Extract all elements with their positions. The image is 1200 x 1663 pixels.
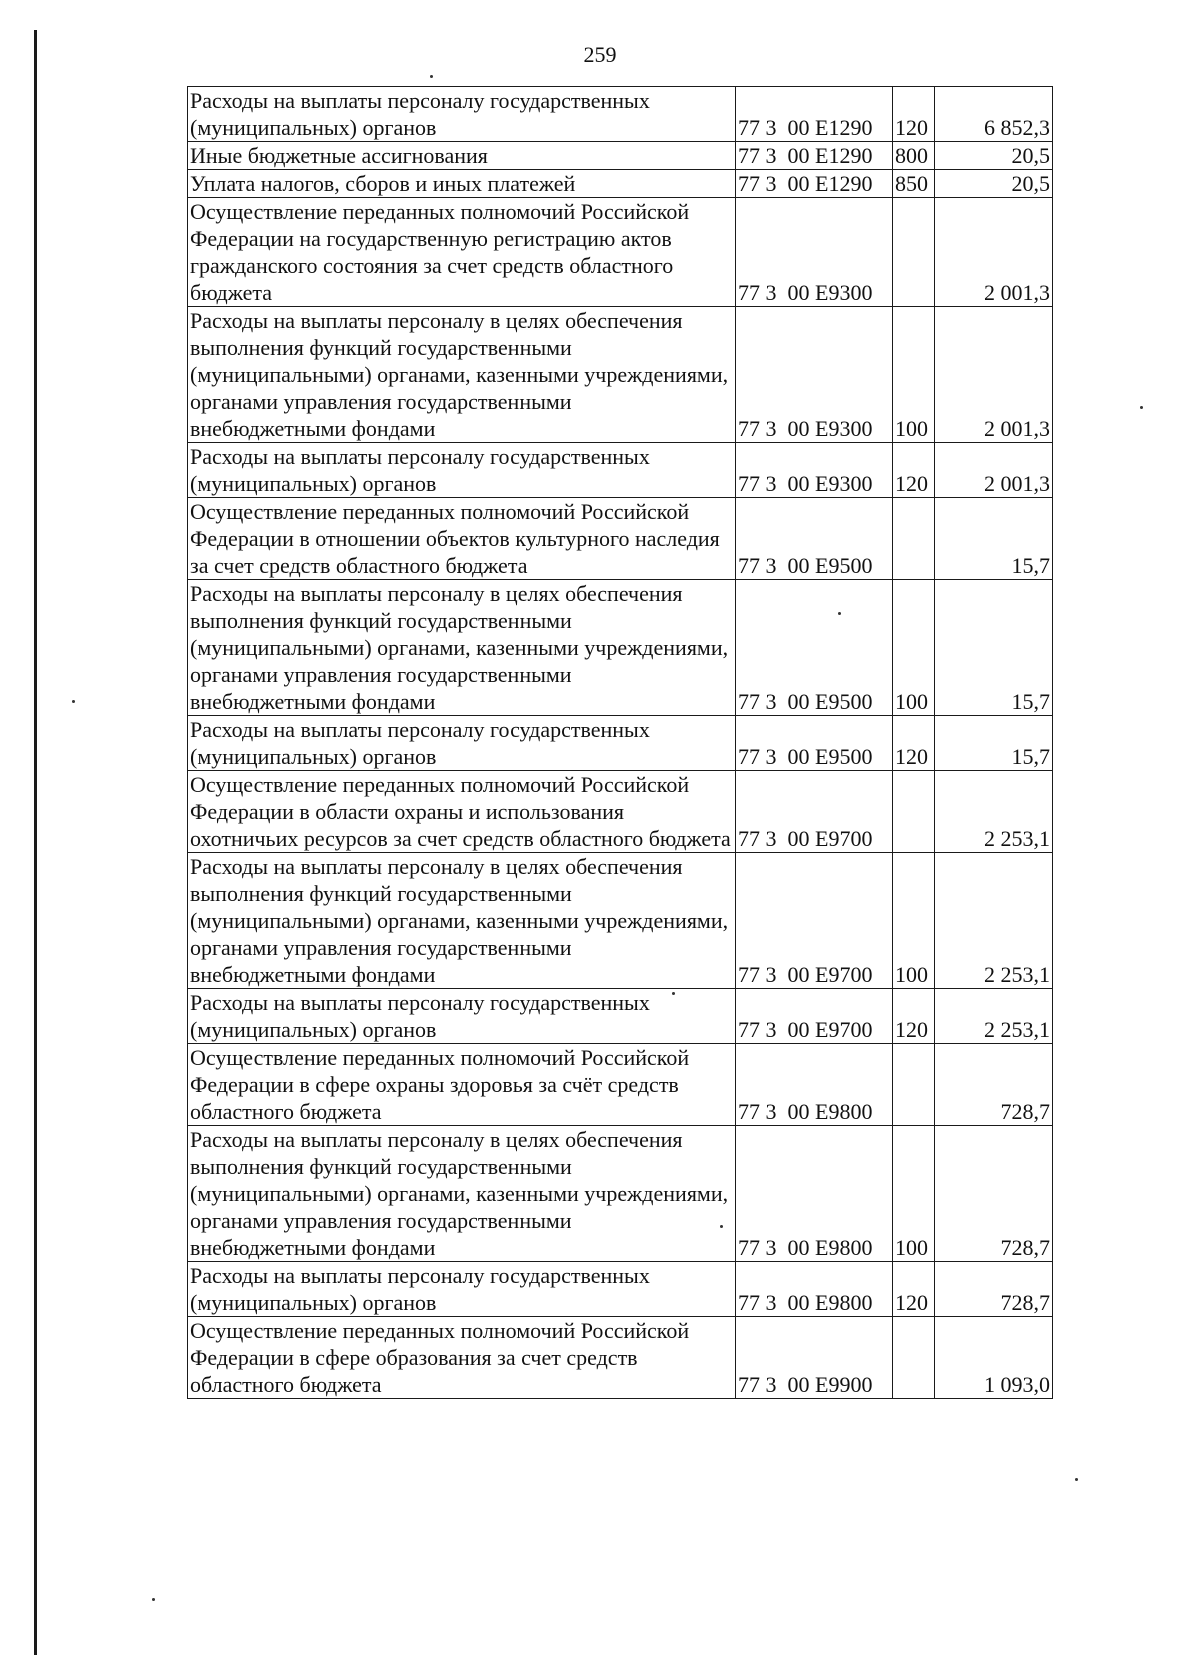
scan-speck <box>430 75 433 78</box>
row-name-cell: Осуществление переданных полномочий Российской Федерации в области охраны и использования охотничьих ресурсов за счет средств областного бюджета <box>188 771 736 853</box>
row-code-cell <box>736 1126 893 1262</box>
scan-speck <box>1140 406 1143 409</box>
row-amount-cell: 728,7 <box>935 1262 1053 1317</box>
row-code: 77 3 00 Е9300 <box>738 471 873 496</box>
row-code-cell <box>736 989 893 1044</box>
table-row <box>188 170 1053 198</box>
row-type-cell: 800 <box>893 142 935 170</box>
row-code: 77 3 00 Е9700 <box>738 826 873 851</box>
row-type-cell <box>893 771 935 853</box>
scan-speck <box>152 1598 155 1601</box>
row-type-cell: 100 <box>893 1126 935 1262</box>
page-number: 259 <box>583 42 617 67</box>
row-code-cell <box>736 771 893 853</box>
table-row <box>188 142 1053 170</box>
row-name-cell: Осуществление переданных полномочий Российской Федерации в сфере охраны здоровья за счёт средств областного бюджета <box>188 1044 736 1126</box>
table-row <box>188 443 1053 498</box>
row-code: 77 3 00 Е1290 <box>738 115 873 140</box>
budget-table-body <box>188 87 1053 1399</box>
row-amount-cell: 2 001,3 <box>935 307 1053 443</box>
row-name-cell: Расходы на выплаты персоналу в целях обеспечения выполнения функций государственными (муниципальными) органами, казенными учреждениями, органами управления государственными внебюджетными фондами <box>188 580 736 716</box>
row-code: 77 3 00 Е9800 <box>738 1290 873 1315</box>
row-code-cell <box>736 443 893 498</box>
row-name-cell: Расходы на выплаты персоналу государственных (муниципальных) органов <box>188 87 736 142</box>
row-type-cell: 120 <box>893 1262 935 1317</box>
table-row <box>188 307 1053 443</box>
table-row <box>188 198 1053 307</box>
row-amount-cell: 15,7 <box>935 498 1053 580</box>
row-name-cell: Осуществление переданных полномочий Российской Федерации в отношении объектов культурного наследия за счет средств областного бюджета <box>188 498 736 580</box>
row-amount-cell: 1 093,0 <box>935 1317 1053 1399</box>
row-type-cell <box>893 198 935 307</box>
row-code-cell <box>736 580 893 716</box>
budget-table <box>187 86 1053 1399</box>
row-amount-cell: 2 001,3 <box>935 198 1053 307</box>
row-amount-cell: 15,7 <box>935 716 1053 771</box>
row-name-cell: Осуществление переданных полномочий Российской Федерации в сфере образования за счет средств областного бюджета <box>188 1317 736 1399</box>
table-row <box>188 498 1053 580</box>
row-amount-cell: 2 253,1 <box>935 989 1053 1044</box>
row-code-cell <box>736 307 893 443</box>
row-code: 77 3 00 Е9300 <box>738 416 873 441</box>
row-code: 77 3 00 Е9900 <box>738 1372 873 1397</box>
row-type-cell: 120 <box>893 989 935 1044</box>
row-name-cell: Осуществление переданных полномочий Российской Федерации на государственную регистрацию актов гражданского состояния за счет средств областного бюджета <box>188 198 736 307</box>
row-name-cell: Иные бюджетные ассигнования <box>188 142 736 170</box>
row-type-cell: 100 <box>893 307 935 443</box>
table-row <box>188 1126 1053 1262</box>
table-row <box>188 1262 1053 1317</box>
table-row <box>188 716 1053 771</box>
row-code: 77 3 00 Е1290 <box>738 171 873 196</box>
row-amount-cell: 20,5 <box>935 170 1053 198</box>
row-amount-cell: 15,7 <box>935 580 1053 716</box>
row-name-cell: Расходы на выплаты персоналу в целях обеспечения выполнения функций государственными (муниципальными) органами, казенными учреждениями, органами управления государственными внебюджетными фондами <box>188 1126 736 1262</box>
row-code-cell <box>736 170 893 198</box>
row-code: 77 3 00 Е9500 <box>738 553 873 578</box>
row-name-cell: Расходы на выплаты персоналу государственных (муниципальных) органов <box>188 716 736 771</box>
table-row <box>188 989 1053 1044</box>
row-code: 77 3 00 Е1290 <box>738 143 873 168</box>
row-amount-cell: 2 001,3 <box>935 443 1053 498</box>
row-type-cell: 120 <box>893 443 935 498</box>
row-amount-cell: 2 253,1 <box>935 771 1053 853</box>
row-code: 77 3 00 Е9800 <box>738 1099 873 1124</box>
row-code: 77 3 00 Е9800 <box>738 1235 873 1260</box>
row-code: 77 3 00 Е9700 <box>738 962 873 987</box>
row-code-cell <box>736 142 893 170</box>
row-code: 77 3 00 Е9700 <box>738 1017 873 1042</box>
row-code-cell <box>736 87 893 142</box>
row-type-cell: 100 <box>893 853 935 989</box>
row-name-cell: Уплата налогов, сборов и иных платежей <box>188 170 736 198</box>
row-name-cell: Расходы на выплаты персоналу государственных (муниципальных) органов <box>188 989 736 1044</box>
row-type-cell: 100 <box>893 580 935 716</box>
table-row <box>188 87 1053 142</box>
row-name-cell: Расходы на выплаты персоналу в целях обеспечения выполнения функций государственными (муниципальными) органами, казенными учреждениями, органами управления государственными внебюджетными фондами <box>188 853 736 989</box>
row-code-cell <box>736 1317 893 1399</box>
binding-edge-line <box>34 30 37 1655</box>
scan-speck <box>1075 1478 1078 1481</box>
row-type-cell <box>893 498 935 580</box>
row-amount-cell: 728,7 <box>935 1126 1053 1262</box>
row-code: 77 3 00 Е9500 <box>738 744 873 769</box>
row-amount-cell: 20,5 <box>935 142 1053 170</box>
row-type-cell: 120 <box>893 716 935 771</box>
row-type-cell <box>893 1044 935 1126</box>
row-type-cell: 850 <box>893 170 935 198</box>
row-code: 77 3 00 Е9500 <box>738 689 873 714</box>
table-row <box>188 580 1053 716</box>
row-code-cell <box>736 1044 893 1126</box>
row-amount-cell: 728,7 <box>935 1044 1053 1126</box>
row-code-cell <box>736 1262 893 1317</box>
row-amount-cell: 2 253,1 <box>935 853 1053 989</box>
table-row <box>188 1044 1053 1126</box>
table-row <box>188 853 1053 989</box>
row-code: 77 3 00 Е9300 <box>738 280 873 305</box>
row-name-cell: Расходы на выплаты персоналу государственных (муниципальных) органов <box>188 1262 736 1317</box>
row-code-cell <box>736 498 893 580</box>
row-code-cell <box>736 853 893 989</box>
row-type-cell <box>893 1317 935 1399</box>
row-code-cell <box>736 716 893 771</box>
table-row <box>188 1317 1053 1399</box>
row-name-cell: Расходы на выплаты персоналу государственных (муниципальных) органов <box>188 443 736 498</box>
row-amount-cell: 6 852,3 <box>935 87 1053 142</box>
row-type-cell: 120 <box>893 87 935 142</box>
row-code-cell <box>736 198 893 307</box>
scan-speck <box>72 700 75 703</box>
row-name-cell: Расходы на выплаты персоналу в целях обеспечения выполнения функций государственными (муниципальными) органами, казенными учреждениями, органами управления государственными внебюджетными фондами <box>188 307 736 443</box>
table-row <box>188 771 1053 853</box>
